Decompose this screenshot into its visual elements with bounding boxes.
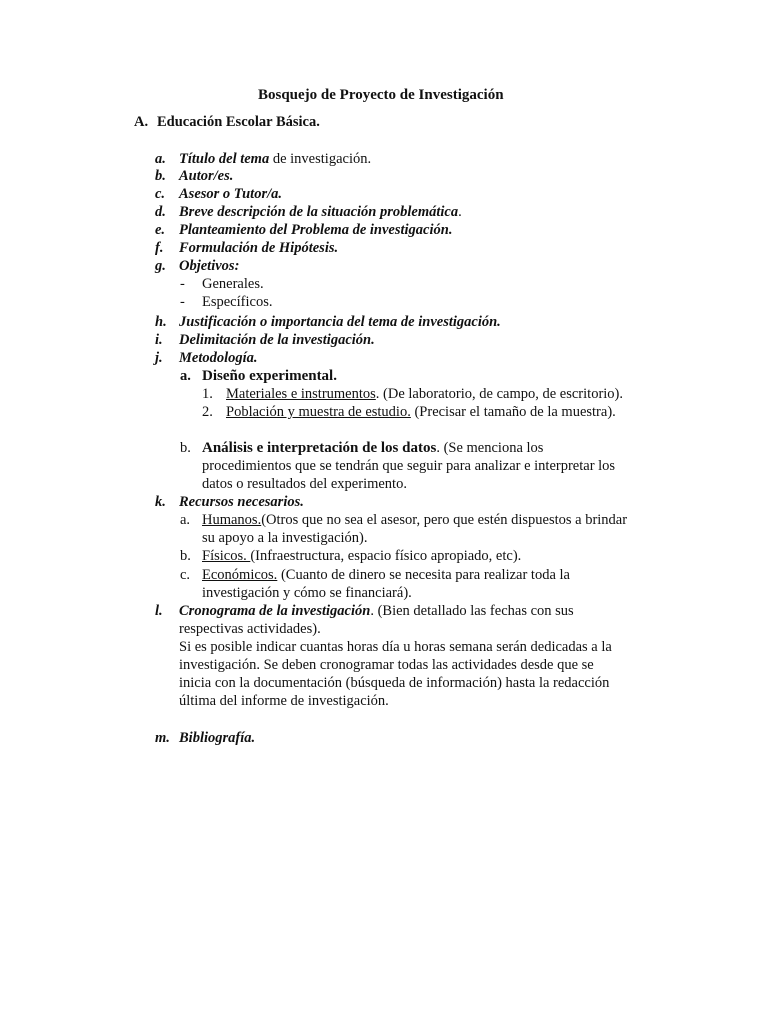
item-l-line2: respectivas actividades). — [179, 621, 321, 637]
diseno-list-num: 1. — [202, 386, 213, 402]
item-d — [179, 203, 462, 221]
item-i-label: Delimitación de la investigación. — [179, 332, 375, 348]
diseno-list-item — [226, 385, 623, 403]
item-d-rest: . — [458, 204, 462, 220]
item-m-label: Bibliografía. — [179, 730, 256, 746]
item-k-label: Recursos necesarios. — [179, 494, 304, 510]
fisicos-label: Físicos. — [202, 548, 251, 564]
section-a-marker: A. — [134, 114, 149, 130]
humanos-rest: (Otros que no sea el asesor, pero que estén dispuestos a brindar — [261, 512, 628, 528]
diseno-experimental-label: Diseño experimental. — [202, 368, 337, 384]
item-a-label: Título del tema — [179, 151, 270, 167]
item-a-marker: a. — [155, 151, 166, 167]
item-l-line6: última del informe de investigación. — [179, 693, 389, 709]
item-c-marker: c. — [155, 186, 166, 202]
recurso-humanos — [202, 511, 627, 529]
item-g-marker: g. — [155, 258, 166, 274]
humanos-line2: su apoyo a la investigación). — [202, 530, 368, 546]
item-k-marker: k. — [155, 494, 166, 510]
item-l-line3: Si es posible indicar cuantas horas día u horas semana serán dedicadas a la — [179, 639, 612, 655]
item-l-label: Cronograma de la investigación — [179, 603, 371, 619]
recurso-economicos — [202, 566, 570, 584]
item-l-line5: inicia con la documentación (búsqueda de información) hasta la redacción — [179, 675, 610, 691]
item-f-label: Formulación de Hipótesis. — [179, 240, 339, 256]
item-h-marker: h. — [155, 314, 167, 330]
materiales-link-text: Materiales e instrumentos — [226, 386, 376, 402]
diseno-list-item — [226, 403, 616, 421]
item-l-line4: investigación. Se deben cronogramar todas las actividades desde que se — [179, 657, 594, 673]
economicos-line2: investigación y cómo se financiará). — [202, 585, 412, 601]
item-d-label: Breve descripción de la situación problemática — [179, 204, 459, 220]
recurso-marker: a. — [180, 512, 191, 528]
objetivo-dash: - — [180, 276, 185, 292]
item-e-label: Planteamiento del Problema de investigación. — [179, 222, 453, 238]
materiales-rest: . (De laboratorio, de campo, de escritorio). — [375, 386, 624, 402]
poblacion-rest: (Precisar el tamaño de la muestra). — [410, 404, 616, 420]
item-e-marker: e. — [155, 222, 166, 238]
analisis-line1 — [202, 439, 543, 457]
item-j-label: Metodología. — [179, 350, 258, 366]
recurso-fisicos — [202, 547, 521, 565]
item-d-marker: d. — [155, 204, 166, 220]
recurso-marker: b. — [180, 548, 191, 564]
item-l-line1 — [179, 602, 574, 620]
analisis-rest: . (Se menciona los — [436, 440, 544, 456]
item-a-rest: de investigación. — [269, 151, 372, 167]
objetivo-especificos: Específicos. — [202, 294, 273, 310]
objetivo-generales: Generales. — [202, 276, 264, 292]
item-j-marker: j. — [155, 350, 163, 366]
humanos-label: Humanos. — [202, 512, 262, 528]
section-a-label: Educación Escolar Básica. — [157, 114, 320, 130]
item-b-label: Autor/es. — [179, 168, 234, 184]
document-title: Bosquejo de Proyecto de Investigación — [258, 87, 504, 103]
item-l-rest: . (Bien detallado las fechas con sus — [370, 603, 574, 619]
analisis-line3: datos o resultados del experimento. — [202, 476, 407, 492]
item-m-marker: m. — [155, 730, 170, 746]
fisicos-rest: (Infraestructura, espacio físico apropiado, etc). — [250, 548, 522, 564]
item-b-marker: b. — [155, 168, 166, 184]
economicos-label: Económicos. — [202, 567, 278, 583]
economicos-rest: (Cuanto de dinero se necesita para realizar toda la — [277, 567, 570, 583]
item-g-label: Objetivos: — [179, 258, 240, 274]
item-i-marker: i. — [155, 332, 163, 348]
analisis-marker: b. — [180, 440, 191, 456]
recurso-marker: c. — [180, 567, 191, 583]
analisis-label: Análisis e interpretación de los datos — [202, 440, 437, 456]
analisis-line2: procedimientos que se tendrán que seguir para analizar e interpretar los — [202, 458, 616, 474]
diseno-list-num: 2. — [202, 404, 213, 420]
diseno-marker: a. — [180, 368, 191, 384]
item-h-label: Justificación o importancia del tema de investigación. — [179, 314, 501, 330]
item-a — [179, 150, 371, 168]
objetivo-dash: - — [180, 294, 185, 310]
item-c-label: Asesor o Tutor/a. — [179, 186, 282, 202]
poblacion-text: Población y muestra de estudio. — [226, 404, 411, 420]
item-f-marker: f. — [155, 240, 164, 256]
item-l-marker: l. — [155, 603, 163, 619]
